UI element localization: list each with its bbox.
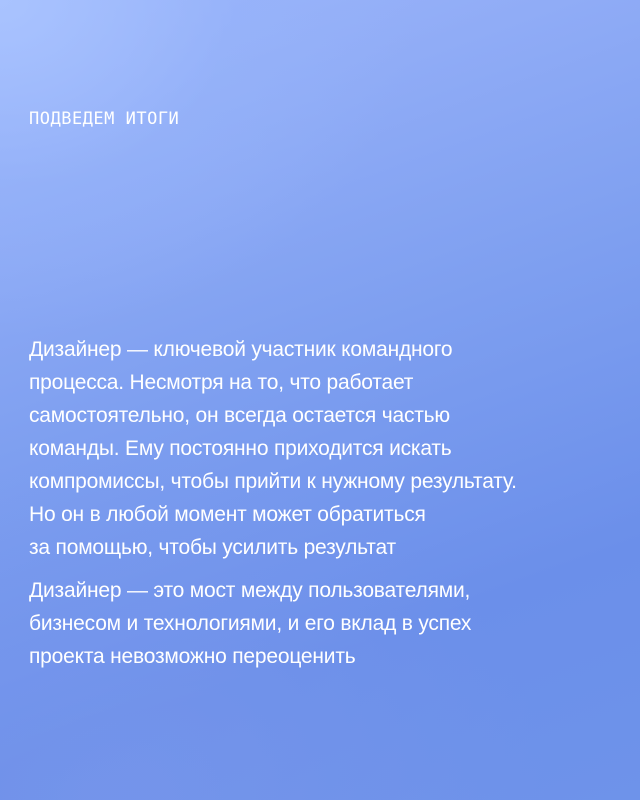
paragraph-designer-role: [29, 333, 619, 564]
text-line: процесса. Несмотря на то, что работает: [29, 371, 414, 394]
body-text: [29, 333, 619, 673]
text-line: проекта невозможно переоценить: [29, 645, 356, 668]
text-line: команды. Ему постоянно приходится искать: [29, 437, 452, 460]
text-line: компромиссы, чтобы прийти к нужному результату.: [29, 470, 517, 493]
text-line: за помощью, чтобы усилить результат: [29, 536, 396, 559]
text-line: бизнесом и технологиями, и его вклад в успех: [29, 612, 472, 635]
text-line: самостоятельно, он всегда остается частью: [29, 404, 450, 427]
section-heading: ПОДВЕДЕМ ИТОГИ: [29, 109, 180, 129]
text-line: Но он в любой момент может обратиться: [29, 503, 426, 526]
text-line: Дизайнер — это мост между пользователями,: [29, 579, 471, 602]
paragraph-designer-bridge: [29, 574, 619, 673]
text-line: Дизайнер — ключевой участник командного: [29, 338, 453, 361]
